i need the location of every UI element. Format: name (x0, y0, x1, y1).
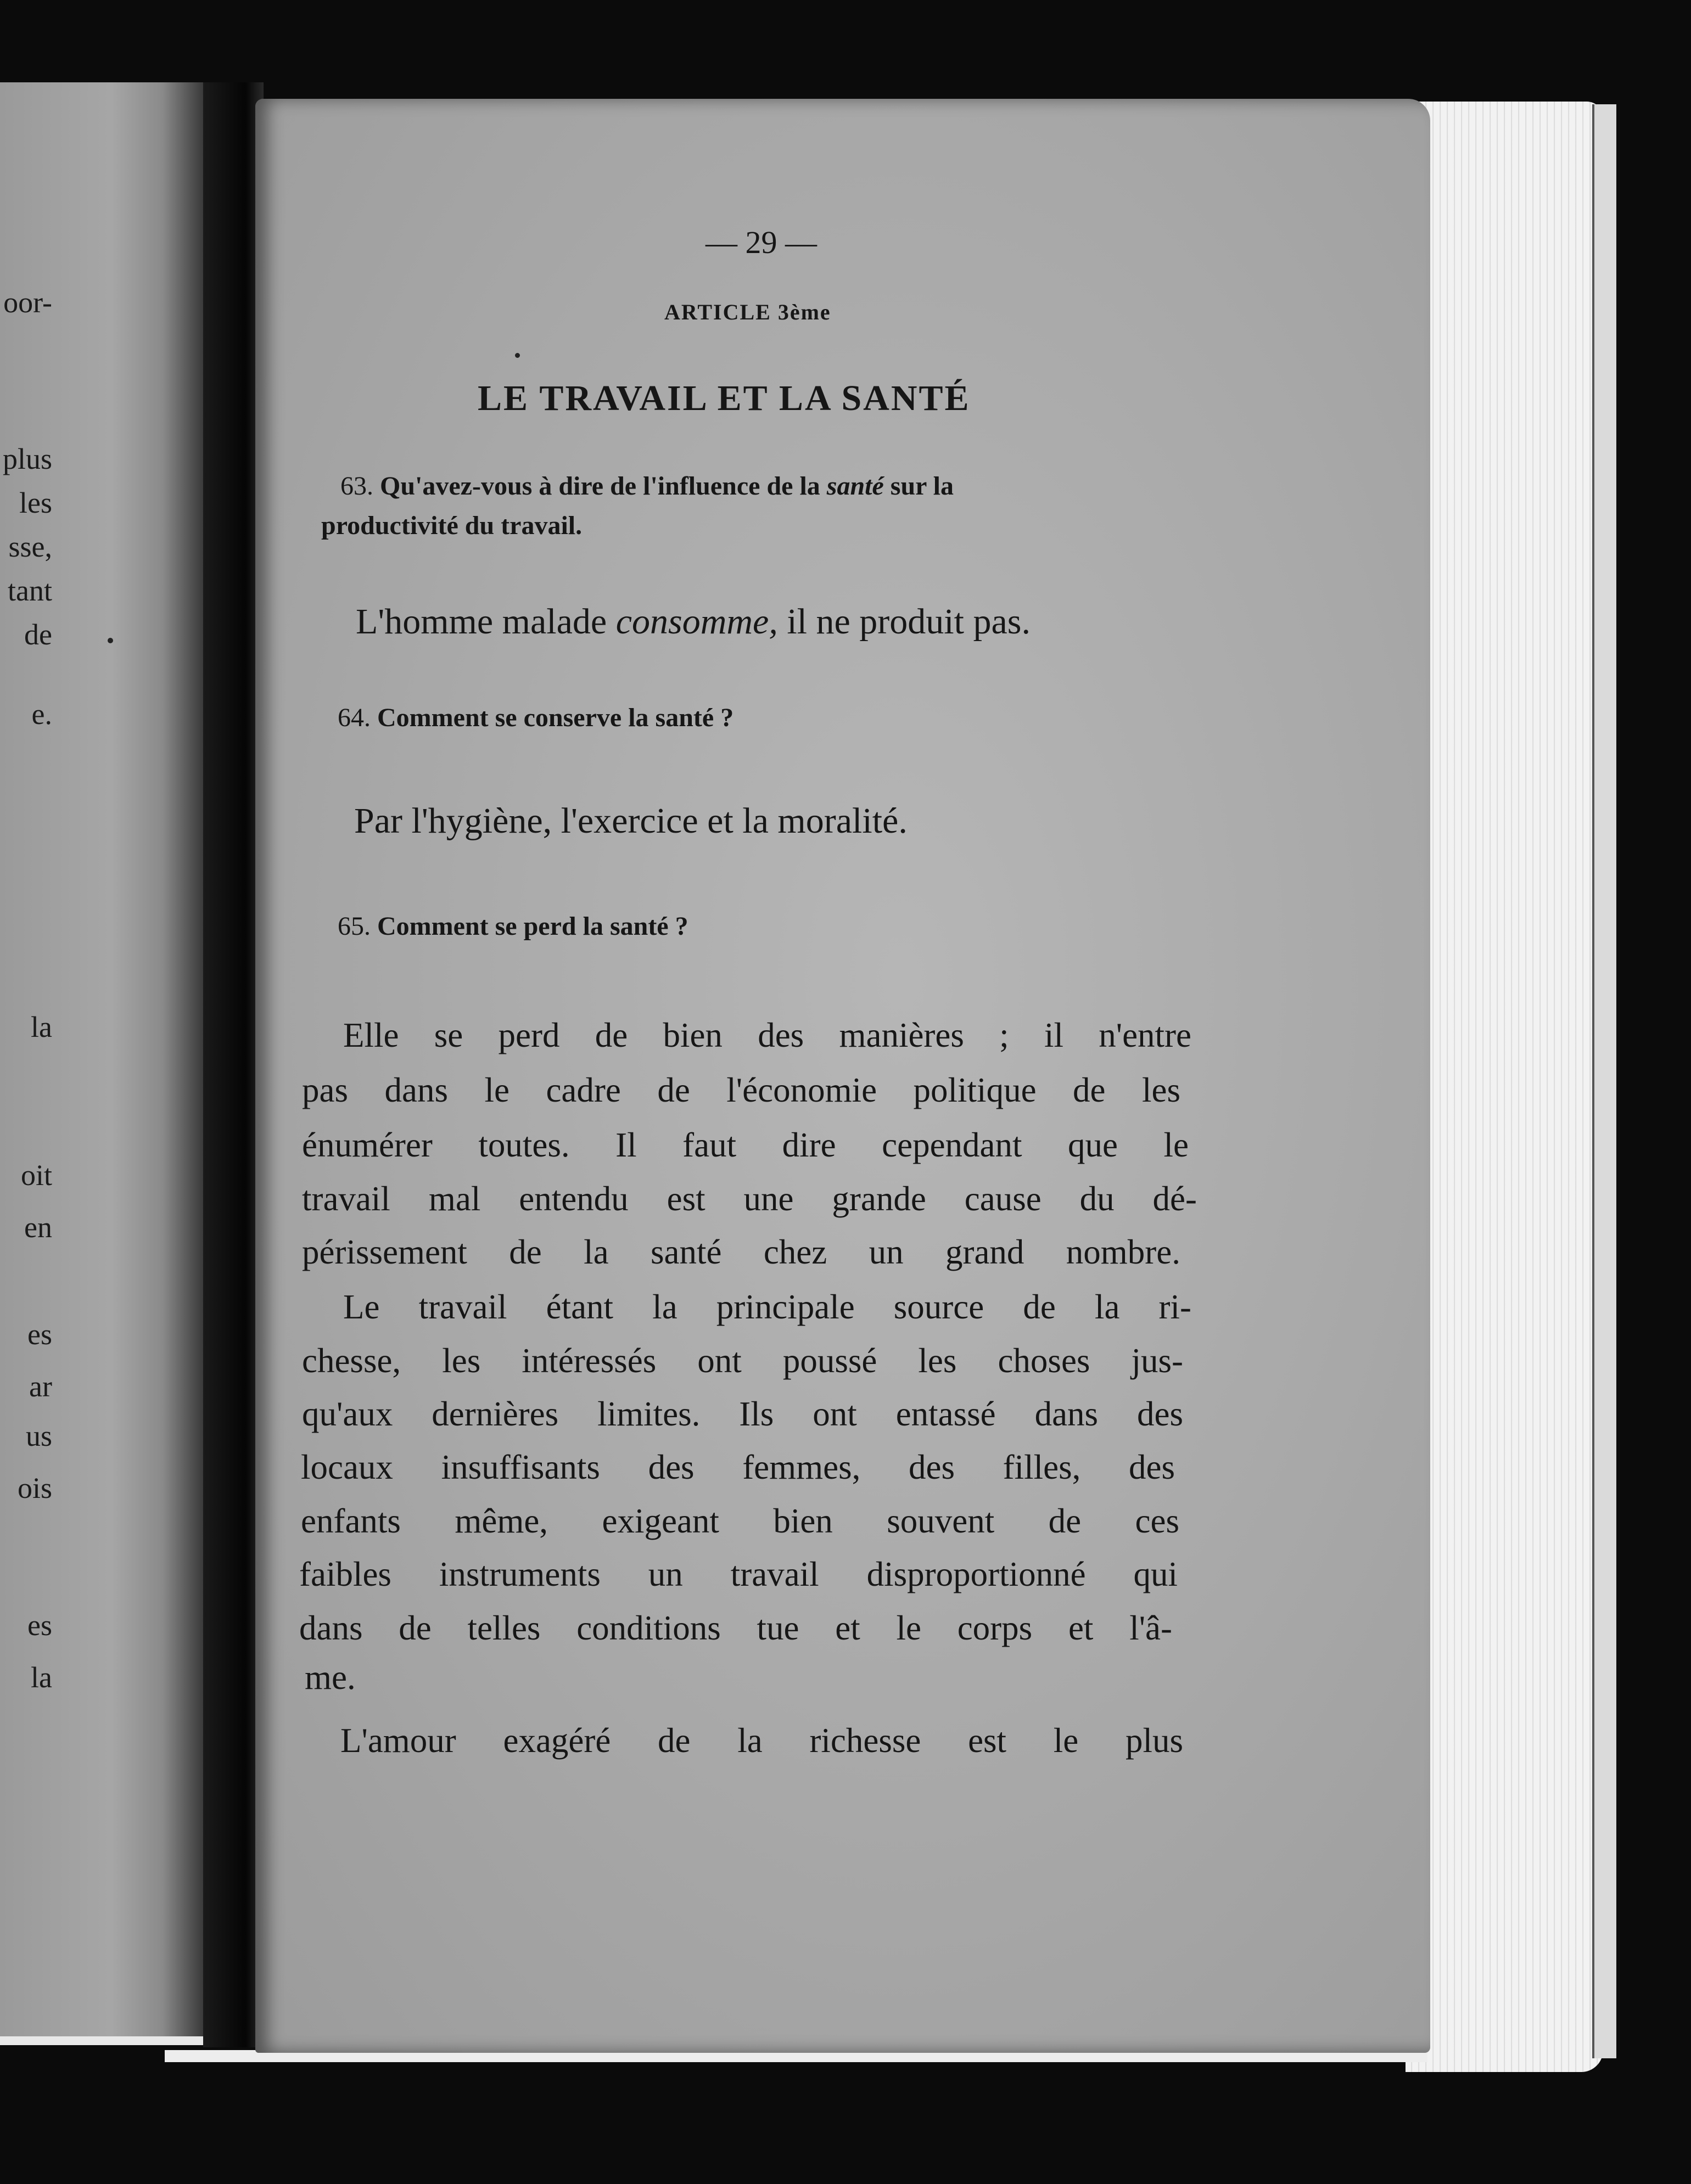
question-number: 64. (338, 703, 371, 732)
paragraph-line: faibles instruments un travail disproportionné qui (299, 1555, 1178, 1593)
fragment-line: us (25, 1419, 52, 1452)
fragment-line: e. (31, 698, 52, 731)
article-heading: ARTICLE 3ème (664, 300, 831, 324)
book-cover-edge (1592, 104, 1616, 2058)
paragraph-line: Elle se perd de bien des manières ; il n'entre (343, 1016, 1191, 1054)
page-block-edges (1406, 102, 1603, 2072)
paragraph-line: travail mal entendu est une grande cause du dé- (302, 1180, 1197, 1218)
question-64 (338, 703, 733, 733)
facing-page-left (0, 82, 203, 2045)
page-number: — 29 — (705, 224, 817, 260)
fragment-line: de (24, 618, 52, 651)
answer-italic-word: consomme, (615, 602, 778, 642)
paragraph-line: pas dans le cadre de l'économie politique de les (302, 1071, 1180, 1109)
paragraph-line: périssement de la santé chez un grand nombre. (302, 1233, 1180, 1271)
fragment-line: tant (8, 574, 52, 607)
fragment-line: oit (20, 1159, 52, 1192)
question-text: sur la (890, 471, 954, 501)
ink-dot (108, 638, 113, 643)
question-text: Qu'avez-vous à dire de l'influence de la (380, 471, 820, 501)
fragment-line: oor- (3, 286, 52, 319)
fragment-line: en (24, 1211, 52, 1244)
question-text: Comment se conserve la santé ? (377, 703, 734, 732)
fragment-line: es (27, 1318, 52, 1351)
paragraph-line: me. (305, 1658, 356, 1697)
paragraph-line: locaux insuffisants des femmes, des filles, des (301, 1448, 1175, 1486)
answer-text: L'homme malade (356, 602, 607, 642)
fragment-line: ois (17, 1472, 52, 1504)
question-number: 65. (338, 912, 371, 941)
answer-64: Par l'hygiène, l'exercice et la moralité. (354, 801, 908, 841)
paragraph-line: enfants même, exigeant bien souvent de ces (301, 1502, 1179, 1540)
fragment-line: sse, (8, 530, 52, 563)
paragraph-line: Le travail étant la principale source de la ri- (343, 1288, 1191, 1326)
fragment-line: la (31, 1010, 52, 1043)
answer-63 (356, 601, 1031, 643)
paragraph-line: énumérer toutes. Il faut dire cependant que le (302, 1126, 1189, 1164)
question-63-line-2: productivité du travail. (321, 511, 583, 540)
fragment-line: plus (2, 442, 52, 475)
question-65 (338, 911, 688, 941)
fragment-line: les (19, 486, 52, 519)
question-text: Comment se perd la santé ? (377, 912, 688, 941)
paragraph-line: L'amour exagéré de la richesse est le plus (340, 1721, 1183, 1760)
fragment-line: ar (29, 1370, 52, 1403)
fragment-line: la (31, 1661, 52, 1694)
answer-text: il ne produit pas. (787, 602, 1031, 642)
paragraph-line: dans de telles conditions tue et le corps et l'â- (299, 1609, 1172, 1647)
ink-dot (515, 353, 520, 358)
book-gutter (203, 82, 264, 2047)
paragraph-line: chesse, les intéressés ont poussé les choses jus- (302, 1341, 1183, 1380)
question-63-line-1 (340, 471, 954, 501)
facing-page-text-fragments (0, 82, 82, 2036)
question-number: 63. (340, 471, 373, 501)
paragraph-line: qu'aux dernières limites. Ils ont entassé dans des (302, 1395, 1183, 1433)
fragment-line: es (27, 1609, 52, 1642)
section-title: LE TRAVAIL ET LA SANTÉ (478, 378, 971, 418)
question-italic-word: santé (826, 471, 884, 501)
